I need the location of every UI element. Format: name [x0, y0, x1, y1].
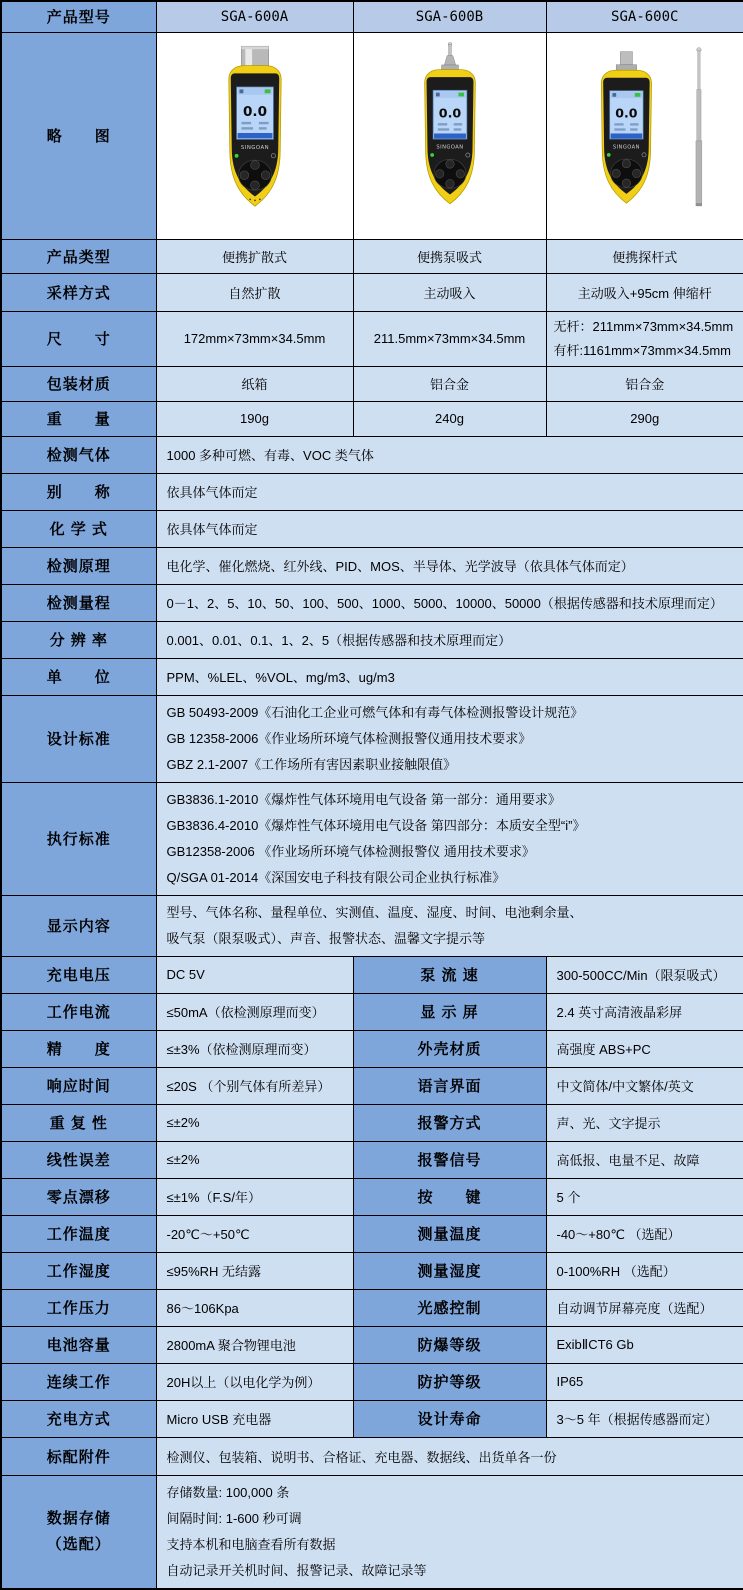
row-label: 测量温度 — [353, 1215, 546, 1252]
standard-line: Q/SGA 01-2014《深国安电子科技有限公司企业执行标准》 — [166, 869, 506, 885]
value-cell: 主动吸入 — [353, 273, 546, 311]
row-label: 响应时间 — [1, 1067, 156, 1104]
dimension-line: 有杆:1161mm×73mm×34.5mm — [553, 342, 731, 358]
table-row — [1, 401, 743, 436]
table-row — [1, 239, 743, 273]
row-label-line: （选配） — [46, 1535, 111, 1553]
product-image-cell-a — [156, 32, 353, 239]
table-row — [1, 1067, 743, 1104]
value-cell: 便携探杆式 — [546, 239, 743, 273]
standard-line: GB3836.1-2010《爆炸性气体环境用电气设备 第一部分：通用要求》 — [166, 791, 561, 807]
table-row — [1, 311, 743, 366]
row-label: 电池容量 — [1, 1326, 156, 1363]
table-row — [1, 1141, 743, 1178]
row-label: 单 位 — [1, 658, 156, 695]
storage-line: 存储数量: 100,000 条 — [166, 1484, 290, 1500]
table-row — [1, 956, 743, 993]
value-cell: ≤20S （个别气体有所差异） — [156, 1067, 353, 1104]
value-cell: 86～106Kpa — [156, 1289, 353, 1326]
pump-probe-icon — [439, 42, 460, 73]
row-label-line: 数据存储 — [46, 1509, 111, 1527]
value-cell — [156, 1475, 743, 1589]
screen-reading: 0.0 — [615, 105, 638, 121]
row-label: 防爆等级 — [353, 1326, 546, 1363]
status-led — [607, 153, 611, 157]
value-cell: 3～5 年（根据传感器而定） — [546, 1400, 743, 1437]
row-label: 化 学 式 — [1, 510, 156, 547]
value-cell: 中文简体/中文繁体/英文 — [546, 1067, 743, 1104]
table-row — [1, 1363, 743, 1400]
row-label: 泵 流 速 — [353, 956, 546, 993]
value-cell — [156, 895, 743, 956]
row-label: 尺 寸 — [1, 311, 156, 366]
content-line: 吸气泵（限泵吸式）、声音、报警状态、温馨文字提示等 — [166, 930, 486, 946]
row-label: 检测原理 — [1, 547, 156, 584]
table-row — [1, 1215, 743, 1252]
sketch-label: 略 图 — [1, 32, 156, 239]
row-label: 外壳材质 — [353, 1030, 546, 1067]
product-image-cell-c — [546, 32, 743, 239]
value-cell: 1000 多种可燃、有毒、VOC 类气体 — [156, 436, 743, 473]
value-cell: 电化学、催化燃烧、红外线、PID、MOS、半导体、光学波导（依具体气体而定） — [156, 547, 743, 584]
value-cell: 自动调节屏幕亮度（选配） — [546, 1289, 743, 1326]
table-row — [1, 1030, 743, 1067]
brand-text: SINGOAN — [435, 144, 464, 151]
value-cell: ≤95%RH 无结露 — [156, 1252, 353, 1289]
table-row — [1, 473, 743, 510]
table-row-header — [1, 1, 743, 32]
table-row — [1, 1326, 743, 1363]
value-cell: 2.4 英寸高清液晶彩屏 — [546, 993, 743, 1030]
value-cell: 铝合金 — [546, 366, 743, 401]
row-label: 重 量 — [1, 401, 156, 436]
row-label: 标配附件 — [1, 1437, 156, 1475]
row-label: 检测量程 — [1, 584, 156, 621]
value-cell: 声、光、文字提示 — [546, 1104, 743, 1141]
value-cell: 铝合金 — [353, 366, 546, 401]
row-label: 按 键 — [353, 1178, 546, 1215]
table-row-sketch — [1, 32, 743, 239]
value-cell: 0－1、2、5、10、50、100、500、1000、5000、10000、50000（根据传感器和技术原理而定） — [156, 584, 743, 621]
row-label: 线性误差 — [1, 1141, 156, 1178]
brand-text: SINGOAN — [612, 144, 640, 151]
screen-reading: 0.0 — [242, 104, 267, 121]
value-cell — [156, 695, 743, 782]
value-cell — [156, 782, 743, 895]
row-label: 采样方式 — [1, 273, 156, 311]
keypad — [434, 159, 466, 188]
value-cell: 172mm×73mm×34.5mm — [156, 311, 353, 366]
value-cell: 0.001、0.01、0.1、1、2、5（根据传感器和技术原理而定） — [156, 621, 743, 658]
telescopic-rod-icon — [696, 48, 702, 206]
content-line: 型号、气体名称、量程单位、实测值、温度、湿度、时间、电池剩余量、 — [166, 904, 583, 920]
value-cell: 检测仪、包装箱、说明书、合格证、充电器、数据线、出货单各一份 — [156, 1437, 743, 1475]
row-label: 设计标准 — [1, 695, 156, 782]
row-label: 充电电压 — [1, 956, 156, 993]
row-label: 工作湿度 — [1, 1252, 156, 1289]
lcd-screen — [433, 90, 467, 139]
row-label: 报警方式 — [353, 1104, 546, 1141]
standard-line: GB 50493-2009《石油化工企业可燃气体和有毒气体检测报警设计规范》 — [166, 704, 584, 720]
value-cell: 依具体气体而定 — [156, 510, 743, 547]
value-cell: DC 5V — [156, 956, 353, 993]
value-cell — [546, 311, 743, 366]
value-cell: 高低报、电量不足、故障 — [546, 1141, 743, 1178]
row-label: 光感控制 — [353, 1289, 546, 1326]
dimension-line: 无杆：211mm×73mm×34.5mm — [553, 318, 734, 334]
table-row — [1, 1400, 743, 1437]
row-label: 工作电流 — [1, 993, 156, 1030]
table-row — [1, 584, 743, 621]
table-row — [1, 547, 743, 584]
value-cell: 290g — [546, 401, 743, 436]
value-cell: 高强度 ABS+PC — [546, 1030, 743, 1067]
table-row — [1, 1289, 743, 1326]
table-row — [1, 658, 743, 695]
row-label: 工作压力 — [1, 1289, 156, 1326]
brand-text: SINGOAN — [240, 144, 269, 151]
row-label: 重 复 性 — [1, 1104, 156, 1141]
table-row — [1, 436, 743, 473]
status-led — [430, 153, 434, 157]
table-row — [1, 621, 743, 658]
value-cell: PPM、%LEL、%VOL、mg/m3、ug/m3 — [156, 658, 743, 695]
value-cell: 依具体气体而定 — [156, 473, 743, 510]
table-row — [1, 273, 743, 311]
standard-line: GB 12358-2006《作业场所环境气体检测报警仪通用技术要求》 — [166, 730, 532, 746]
row-label: 执行标准 — [1, 782, 156, 895]
value-cell: ExibⅡCT6 Gb — [546, 1326, 743, 1363]
value-cell: 2800mA 聚合物锂电池 — [156, 1326, 353, 1363]
value-cell: ≤50mA（依检测原理而变） — [156, 993, 353, 1030]
value-cell: ≤±2% — [156, 1104, 353, 1141]
storage-line: 自动记录开关机时间、报警记录、故障记录等 — [166, 1562, 427, 1578]
row-label — [1, 1475, 156, 1589]
row-label: 零点漂移 — [1, 1178, 156, 1215]
screen-reading: 0.0 — [438, 105, 461, 121]
table-row — [1, 366, 743, 401]
row-label: 设计寿命 — [353, 1400, 546, 1437]
table-row — [1, 1252, 743, 1289]
value-cell: 300-500CC/Min（限泵吸式） — [546, 956, 743, 993]
keypad — [238, 160, 271, 190]
model-name-a: SGA-600A — [156, 1, 353, 32]
model-name-b: SGA-600B — [353, 1, 546, 32]
value-cell: IP65 — [546, 1363, 743, 1400]
row-label: 防护等级 — [353, 1363, 546, 1400]
row-label: 包装材质 — [1, 366, 156, 401]
row-label: 充电方式 — [1, 1400, 156, 1437]
lcd-screen — [236, 87, 273, 139]
table-row-display-content — [1, 895, 743, 956]
row-label: 语言界面 — [353, 1067, 546, 1104]
row-label: 别 称 — [1, 473, 156, 510]
table-row-design-standard — [1, 695, 743, 782]
table-row — [1, 1104, 743, 1141]
row-label: 连续工作 — [1, 1363, 156, 1400]
value-cell: ≤±1%（F.S/年） — [156, 1178, 353, 1215]
standard-line: GB3836.4-2010《爆炸性气体环境用电气设备 第四部分：本质安全型“i”》 — [166, 817, 586, 833]
row-label: 工作温度 — [1, 1215, 156, 1252]
table-row-accessories — [1, 1437, 743, 1475]
table-row — [1, 510, 743, 547]
row-label: 显 示 屏 — [353, 993, 546, 1030]
value-cell: ≤±2% — [156, 1141, 353, 1178]
row-label: 测量湿度 — [353, 1252, 546, 1289]
product-image-sga-600c — [566, 42, 724, 224]
value-cell: 便携泵吸式 — [353, 239, 546, 273]
table-row-exec-standard — [1, 782, 743, 895]
value-cell: 240g — [353, 401, 546, 436]
value-cell: 190g — [156, 401, 353, 436]
value-cell: 纸箱 — [156, 366, 353, 401]
row-label: 报警信号 — [353, 1141, 546, 1178]
value-cell: ≤±3%（依检测原理而变） — [156, 1030, 353, 1067]
table-row — [1, 1178, 743, 1215]
storage-line: 支持本机和电脑查看所有数据 — [166, 1536, 336, 1552]
value-cell: 20H以上（以电化学为例） — [156, 1363, 353, 1400]
row-label: 产品类型 — [1, 239, 156, 273]
value-cell: 211.5mm×73mm×34.5mm — [353, 311, 546, 366]
table-row — [1, 993, 743, 1030]
value-cell: 5 个 — [546, 1178, 743, 1215]
keypad — [610, 159, 642, 188]
value-cell: Micro USB 充电器 — [156, 1400, 353, 1437]
value-cell: 0-100%RH （选配） — [546, 1252, 743, 1289]
product-image-cell-b — [353, 32, 546, 239]
value-cell: -20℃～+50℃ — [156, 1215, 353, 1252]
header-label: 产品型号 — [1, 1, 156, 32]
standard-line: GB12358-2006 《作业场所环境气体检测报警仪 通用技术要求》 — [166, 843, 535, 859]
value-cell: 便携扩散式 — [156, 239, 353, 273]
storage-line: 间隔时间: 1-600 秒可调 — [166, 1510, 302, 1526]
model-name-c: SGA-600C — [546, 1, 743, 32]
value-cell: 主动吸入+95cm 伸缩杆 — [546, 273, 743, 311]
row-label: 分 辨 率 — [1, 621, 156, 658]
standard-line: GBZ 2.1-2007《工作场所有害因素职业接触限值》 — [166, 756, 457, 772]
status-led — [234, 154, 238, 158]
product-image-sga-600a — [192, 38, 318, 228]
table-row-data-storage — [1, 1475, 743, 1589]
lcd-screen — [609, 91, 642, 139]
value-cell: -40～+80℃ （选配） — [546, 1215, 743, 1252]
value-cell: 自然扩散 — [156, 273, 353, 311]
row-label: 显示内容 — [1, 895, 156, 956]
product-image-sga-600b — [389, 40, 511, 226]
row-label: 精 度 — [1, 1030, 156, 1067]
row-label: 检测气体 — [1, 436, 156, 473]
